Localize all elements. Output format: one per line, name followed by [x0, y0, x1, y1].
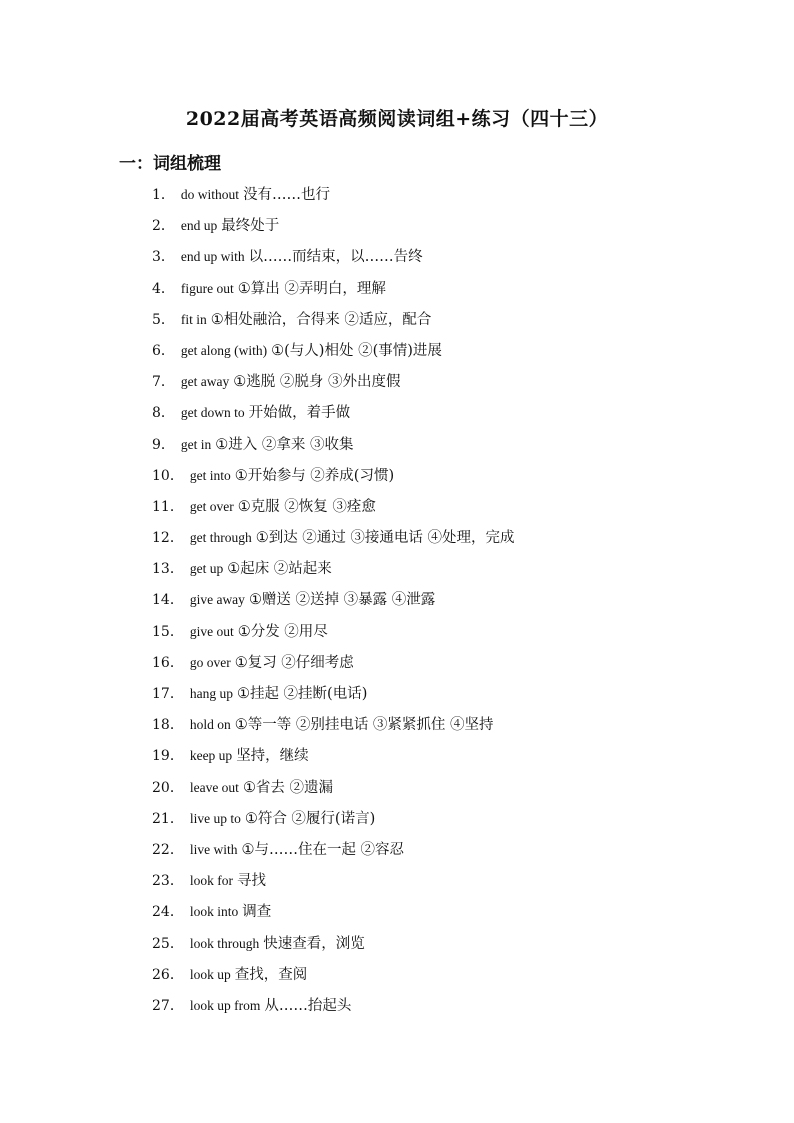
- item-number: 11．: [152, 498, 184, 515]
- english-phrase: live up to: [189, 810, 241, 826]
- list-item: [152, 278, 515, 309]
- item-number: 10．: [152, 467, 184, 484]
- item-number: 2．: [152, 218, 175, 235]
- list-item: [152, 309, 515, 340]
- chinese-meaning: ①克服 ②恢复 ③痊愈: [237, 498, 376, 515]
- list-item: [152, 340, 515, 371]
- chinese-meaning: ①分发 ②用尽: [237, 623, 328, 640]
- list-item: [152, 434, 515, 465]
- item-number: 22．: [152, 841, 184, 858]
- list-item: [152, 652, 515, 683]
- english-phrase: look through: [189, 935, 260, 951]
- english-phrase: get along (with): [180, 342, 268, 358]
- chinese-meaning: ①起床 ②站起来: [227, 561, 332, 578]
- item-number: 20．: [152, 779, 184, 796]
- chinese-meaning: ①符合 ②履行(诺言): [244, 810, 376, 827]
- chinese-meaning: ①进入 ②拿来 ③收集: [215, 436, 354, 453]
- list-item: [152, 621, 515, 652]
- item-number: 13．: [152, 561, 184, 578]
- english-phrase: get through: [189, 530, 252, 546]
- english-phrase: do without: [180, 187, 240, 202]
- list-item: [152, 901, 515, 932]
- english-phrase: give away: [189, 592, 245, 608]
- english-phrase: look into: [189, 904, 239, 920]
- english-phrase: give out: [189, 623, 234, 639]
- chinese-meaning: 从……抬起头: [264, 997, 352, 1014]
- list-item: [152, 870, 515, 901]
- list-item: [152, 777, 515, 808]
- chinese-meaning: 最终处于: [221, 218, 280, 235]
- list-item: [152, 527, 515, 558]
- item-number: 5．: [152, 311, 175, 328]
- english-phrase: look up from: [189, 997, 261, 1013]
- item-number: 21．: [152, 810, 184, 827]
- item-number: 14．: [152, 592, 184, 609]
- chinese-meaning: ①挂起 ②挂断(电话): [236, 686, 368, 702]
- english-phrase: fit in: [180, 311, 207, 327]
- item-number: 12．: [152, 530, 184, 547]
- chinese-meaning: ①复习 ②仔细考虑: [234, 654, 354, 671]
- list-item: [152, 215, 515, 246]
- item-number: 3．: [152, 249, 175, 266]
- item-number: 17．: [152, 686, 184, 702]
- chinese-meaning: 调查: [242, 904, 272, 921]
- chinese-meaning: 寻找: [236, 873, 266, 890]
- chinese-meaning: 坚持，继续: [236, 748, 309, 765]
- item-number: 8．: [152, 405, 175, 422]
- chinese-meaning: ①开始参与 ②养成(习惯): [234, 467, 395, 484]
- english-phrase: get away: [180, 374, 230, 390]
- chinese-meaning: 开始做，着手做: [248, 405, 351, 422]
- item-number: 25．: [152, 935, 184, 952]
- english-phrase: end up: [180, 218, 218, 234]
- english-phrase: get into: [189, 467, 231, 483]
- item-number: 6．: [152, 342, 175, 359]
- list-item: [152, 496, 515, 527]
- chinese-meaning: ①相处融洽，合得来 ②适应，配合: [210, 311, 432, 328]
- english-phrase: hang up: [189, 686, 233, 701]
- chinese-meaning: ①省去 ②遗漏: [242, 779, 334, 796]
- item-number: 9．: [152, 436, 175, 453]
- list-item: [152, 714, 515, 745]
- item-number: 18．: [152, 717, 184, 734]
- chinese-meaning: ①逃脱 ②脱身 ③外出度假: [233, 374, 401, 391]
- english-phrase: go over: [189, 654, 231, 670]
- chinese-meaning: 没有……也行: [243, 187, 331, 203]
- english-phrase: keep up: [189, 748, 233, 764]
- list-item: [152, 465, 515, 496]
- english-phrase: live with: [189, 841, 238, 857]
- english-phrase: get over: [189, 498, 234, 514]
- chinese-meaning: 以……而结束，以……告终: [248, 249, 423, 266]
- item-number: 27．: [152, 997, 184, 1014]
- list-item: [152, 995, 515, 1026]
- list-item: [152, 964, 515, 995]
- section-heading: 一：词组梳理: [119, 154, 221, 174]
- chinese-meaning: ①算出 ②弄明白，理解: [237, 280, 386, 297]
- english-phrase: figure out: [180, 280, 234, 296]
- chinese-meaning: ①(与人)相处 ②(事情)进展: [271, 342, 442, 359]
- english-phrase: get in: [180, 436, 212, 452]
- list-item: [152, 558, 515, 589]
- chinese-meaning: 快速查看，浏览: [263, 935, 365, 952]
- item-number: 15．: [152, 623, 184, 640]
- list-item: [152, 745, 515, 776]
- list-item: [152, 402, 515, 433]
- item-number: 1．: [152, 187, 175, 203]
- english-phrase: get up: [189, 561, 224, 577]
- item-number: 19．: [152, 748, 184, 765]
- english-phrase: look up: [189, 966, 231, 982]
- list-item: [152, 839, 515, 870]
- list-item: [152, 246, 515, 277]
- list-item: [152, 184, 515, 215]
- item-number: 23．: [152, 873, 184, 890]
- list-item: [152, 371, 515, 402]
- english-phrase: hold on: [189, 717, 231, 733]
- chinese-meaning: ①赠送 ②送掉 ③暴露 ④泄露: [248, 592, 436, 609]
- chinese-meaning: ①到达 ②通过 ③接通电话 ④处理，完成: [255, 530, 515, 547]
- item-number: 24．: [152, 904, 184, 921]
- english-phrase: get down to: [180, 405, 245, 421]
- chinese-meaning: ①与……住在一起 ②容忍: [241, 841, 405, 858]
- item-number: 4．: [152, 280, 175, 297]
- list-item: [152, 808, 515, 839]
- phrase-list: [152, 184, 515, 1026]
- chinese-meaning: 查找，查阅: [234, 966, 308, 983]
- english-phrase: leave out: [189, 779, 239, 795]
- page-title: 2022届高考英语高频阅读词组+练习（四十三）: [185, 108, 609, 130]
- list-item: [152, 683, 515, 714]
- list-item: [152, 589, 515, 620]
- item-number: 16．: [152, 654, 184, 671]
- list-item: [152, 933, 515, 964]
- item-number: 7．: [152, 374, 175, 391]
- english-phrase: end up with: [180, 249, 245, 265]
- english-phrase: look for: [189, 873, 233, 889]
- chinese-meaning: ①等一等 ②别挂电话 ③紧紧抓住 ④坚持: [234, 717, 494, 734]
- item-number: 26．: [152, 966, 184, 983]
